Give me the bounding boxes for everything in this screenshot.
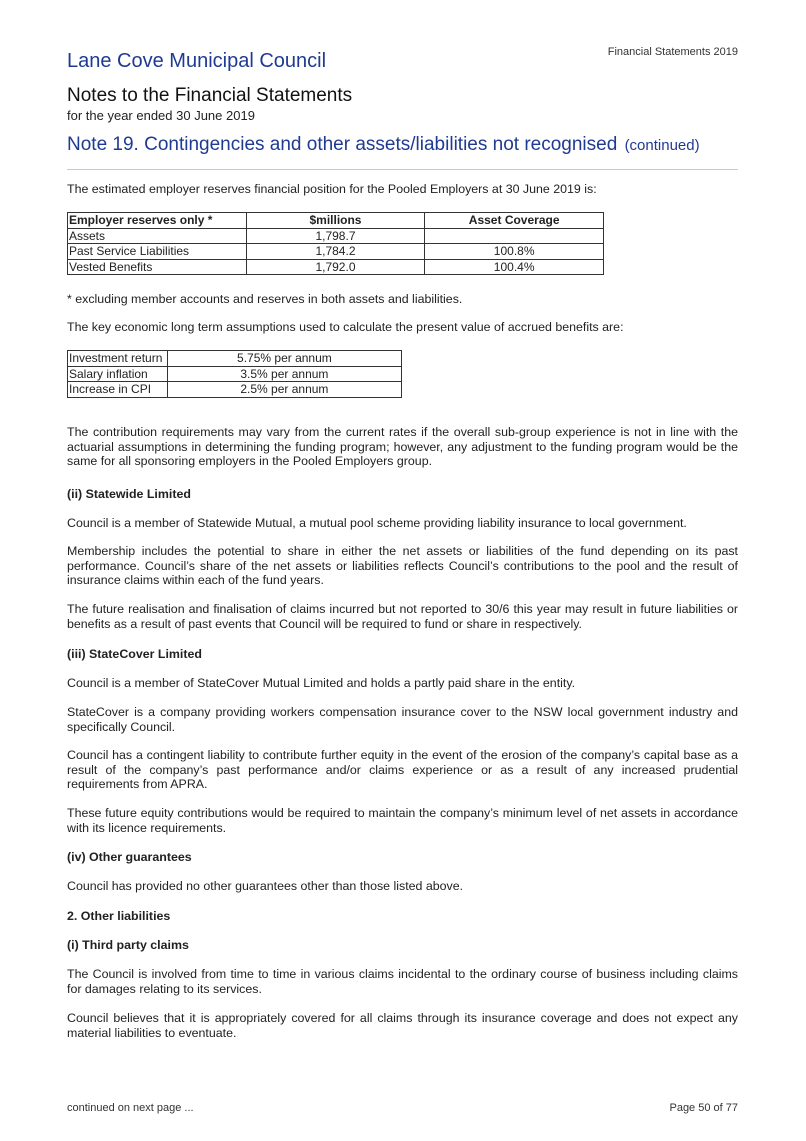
page-number: Page 50 of 77 xyxy=(669,1102,738,1114)
guarantees-heading: (iv) Other guarantees xyxy=(67,850,192,864)
statecover-paragraph-4: These future equity contributions would be required to maintain the company’s minimum level of net assets in accordance with its licence requirements. xyxy=(67,806,738,835)
assumptions-table xyxy=(67,350,402,398)
guarantees-paragraph: Council has provided no other guarantees other than those listed above. xyxy=(67,879,464,893)
intro-paragraph: The estimated employer reserves financial position for the Pooled Employers at 30 June 2019 is: xyxy=(67,182,597,196)
table-cell: Increase in CPI xyxy=(68,382,168,398)
statecover-heading: (iii) StateCover Limited xyxy=(67,647,202,661)
column-header: Asset Coverage xyxy=(425,213,604,229)
table-cell: Vested Benefits xyxy=(68,259,247,275)
other-liabilities-heading: 2. Other liabilities xyxy=(67,909,171,923)
note-continued: (continued) xyxy=(624,137,700,154)
council-name: Lane Cove Municipal Council xyxy=(67,50,327,72)
table-cell: 1,784.2 xyxy=(246,244,425,260)
note-heading-text: Note 19. Contingencies and other assets/liabilities not recognised xyxy=(67,134,618,155)
column-header: Employer reserves only * xyxy=(68,213,247,229)
statecover-paragraph-2: StateCover is a company providing workers compensation insurance cover to the NSW local government industry and specifically Council. xyxy=(67,705,738,734)
page-title: Notes to the Financial Statements xyxy=(67,85,353,106)
table-cell: Investment return xyxy=(68,351,168,367)
footnote: * excluding member accounts and reserves in both assets and liabilities. xyxy=(67,292,463,306)
statewide-heading: (ii) Statewide Limited xyxy=(67,487,191,501)
continued-note: continued on next page ... xyxy=(67,1102,194,1114)
table-cell xyxy=(425,228,604,244)
table-cell: 1,792.0 xyxy=(246,259,425,275)
table-row xyxy=(68,259,604,275)
table-cell: 3.5% per annum xyxy=(167,366,401,382)
table-cell: 5.75% per annum xyxy=(167,351,401,367)
period-subtitle: for the year ended 30 June 2019 xyxy=(67,108,255,123)
table-header-row xyxy=(68,213,604,229)
heading-divider xyxy=(67,169,738,170)
table-cell: 100.4% xyxy=(425,259,604,275)
statewide-paragraph-3: The future realisation and finalisation of claims incurred but not reported to 30/6 this year may result in future liabilities or benefits as a result of past events that Council will be required to fund or share in respectively. xyxy=(67,602,738,631)
third-party-claims-heading: (i) Third party claims xyxy=(67,938,189,952)
table-row xyxy=(68,244,604,260)
note-heading xyxy=(67,134,700,156)
table-row xyxy=(68,351,402,367)
contribution-paragraph: The contribution requirements may vary from the current rates if the overall sub-group experience is not in line with the actuarial assumptions in determining the funding program; however, any adjustment to the funding program would be the same for all sponsoring employers in the Pooled Employers group. xyxy=(67,425,738,469)
assumptions-intro: The key economic long term assumptions used to calculate the present value of accrued benefits are: xyxy=(67,320,624,334)
table-cell: 100.8% xyxy=(425,244,604,260)
table-cell: 1,798.7 xyxy=(246,228,425,244)
statecover-paragraph-1: Council is a member of StateCover Mutual Limited and holds a partly paid share in the entity. xyxy=(67,676,576,690)
table-row xyxy=(68,382,402,398)
table-cell: 2.5% per annum xyxy=(167,382,401,398)
table-cell: Assets xyxy=(68,228,247,244)
table-cell: Past Service Liabilities xyxy=(68,244,247,260)
statewide-paragraph-1: Council is a member of Statewide Mutual, a mutual pool scheme providing liability insurance to local government. xyxy=(67,516,687,530)
statecover-paragraph-3: Council has a contingent liability to contribute further equity in the event of the erosion of the company’s capital base as a result of the company’s past performance and/or claims experience or as a result of any increased prudential requirements from APRA. xyxy=(67,748,738,792)
statewide-paragraph-2: Membership includes the potential to share in either the net assets or liabilities of the fund depending on its past performance. Council’s share of the net assets or liabilities reflects Council’s contributions to the pool and the result of insurance claims within each of the fund years. xyxy=(67,544,738,588)
employer-reserves-table xyxy=(67,212,604,275)
third-party-paragraph-2: Council believes that it is appropriately covered for all claims through its insurance coverage and does not expect any material liabilities to eventuate. xyxy=(67,1011,738,1040)
column-header: $millions xyxy=(246,213,425,229)
third-party-paragraph-1: The Council is involved from time to time in various claims incidental to the ordinary course of business including claims for damages relating to its services. xyxy=(67,967,738,996)
table-cell: Salary inflation xyxy=(68,366,168,382)
table-row xyxy=(68,228,604,244)
table-row xyxy=(68,366,402,382)
report-title: Financial Statements 2019 xyxy=(607,46,738,58)
